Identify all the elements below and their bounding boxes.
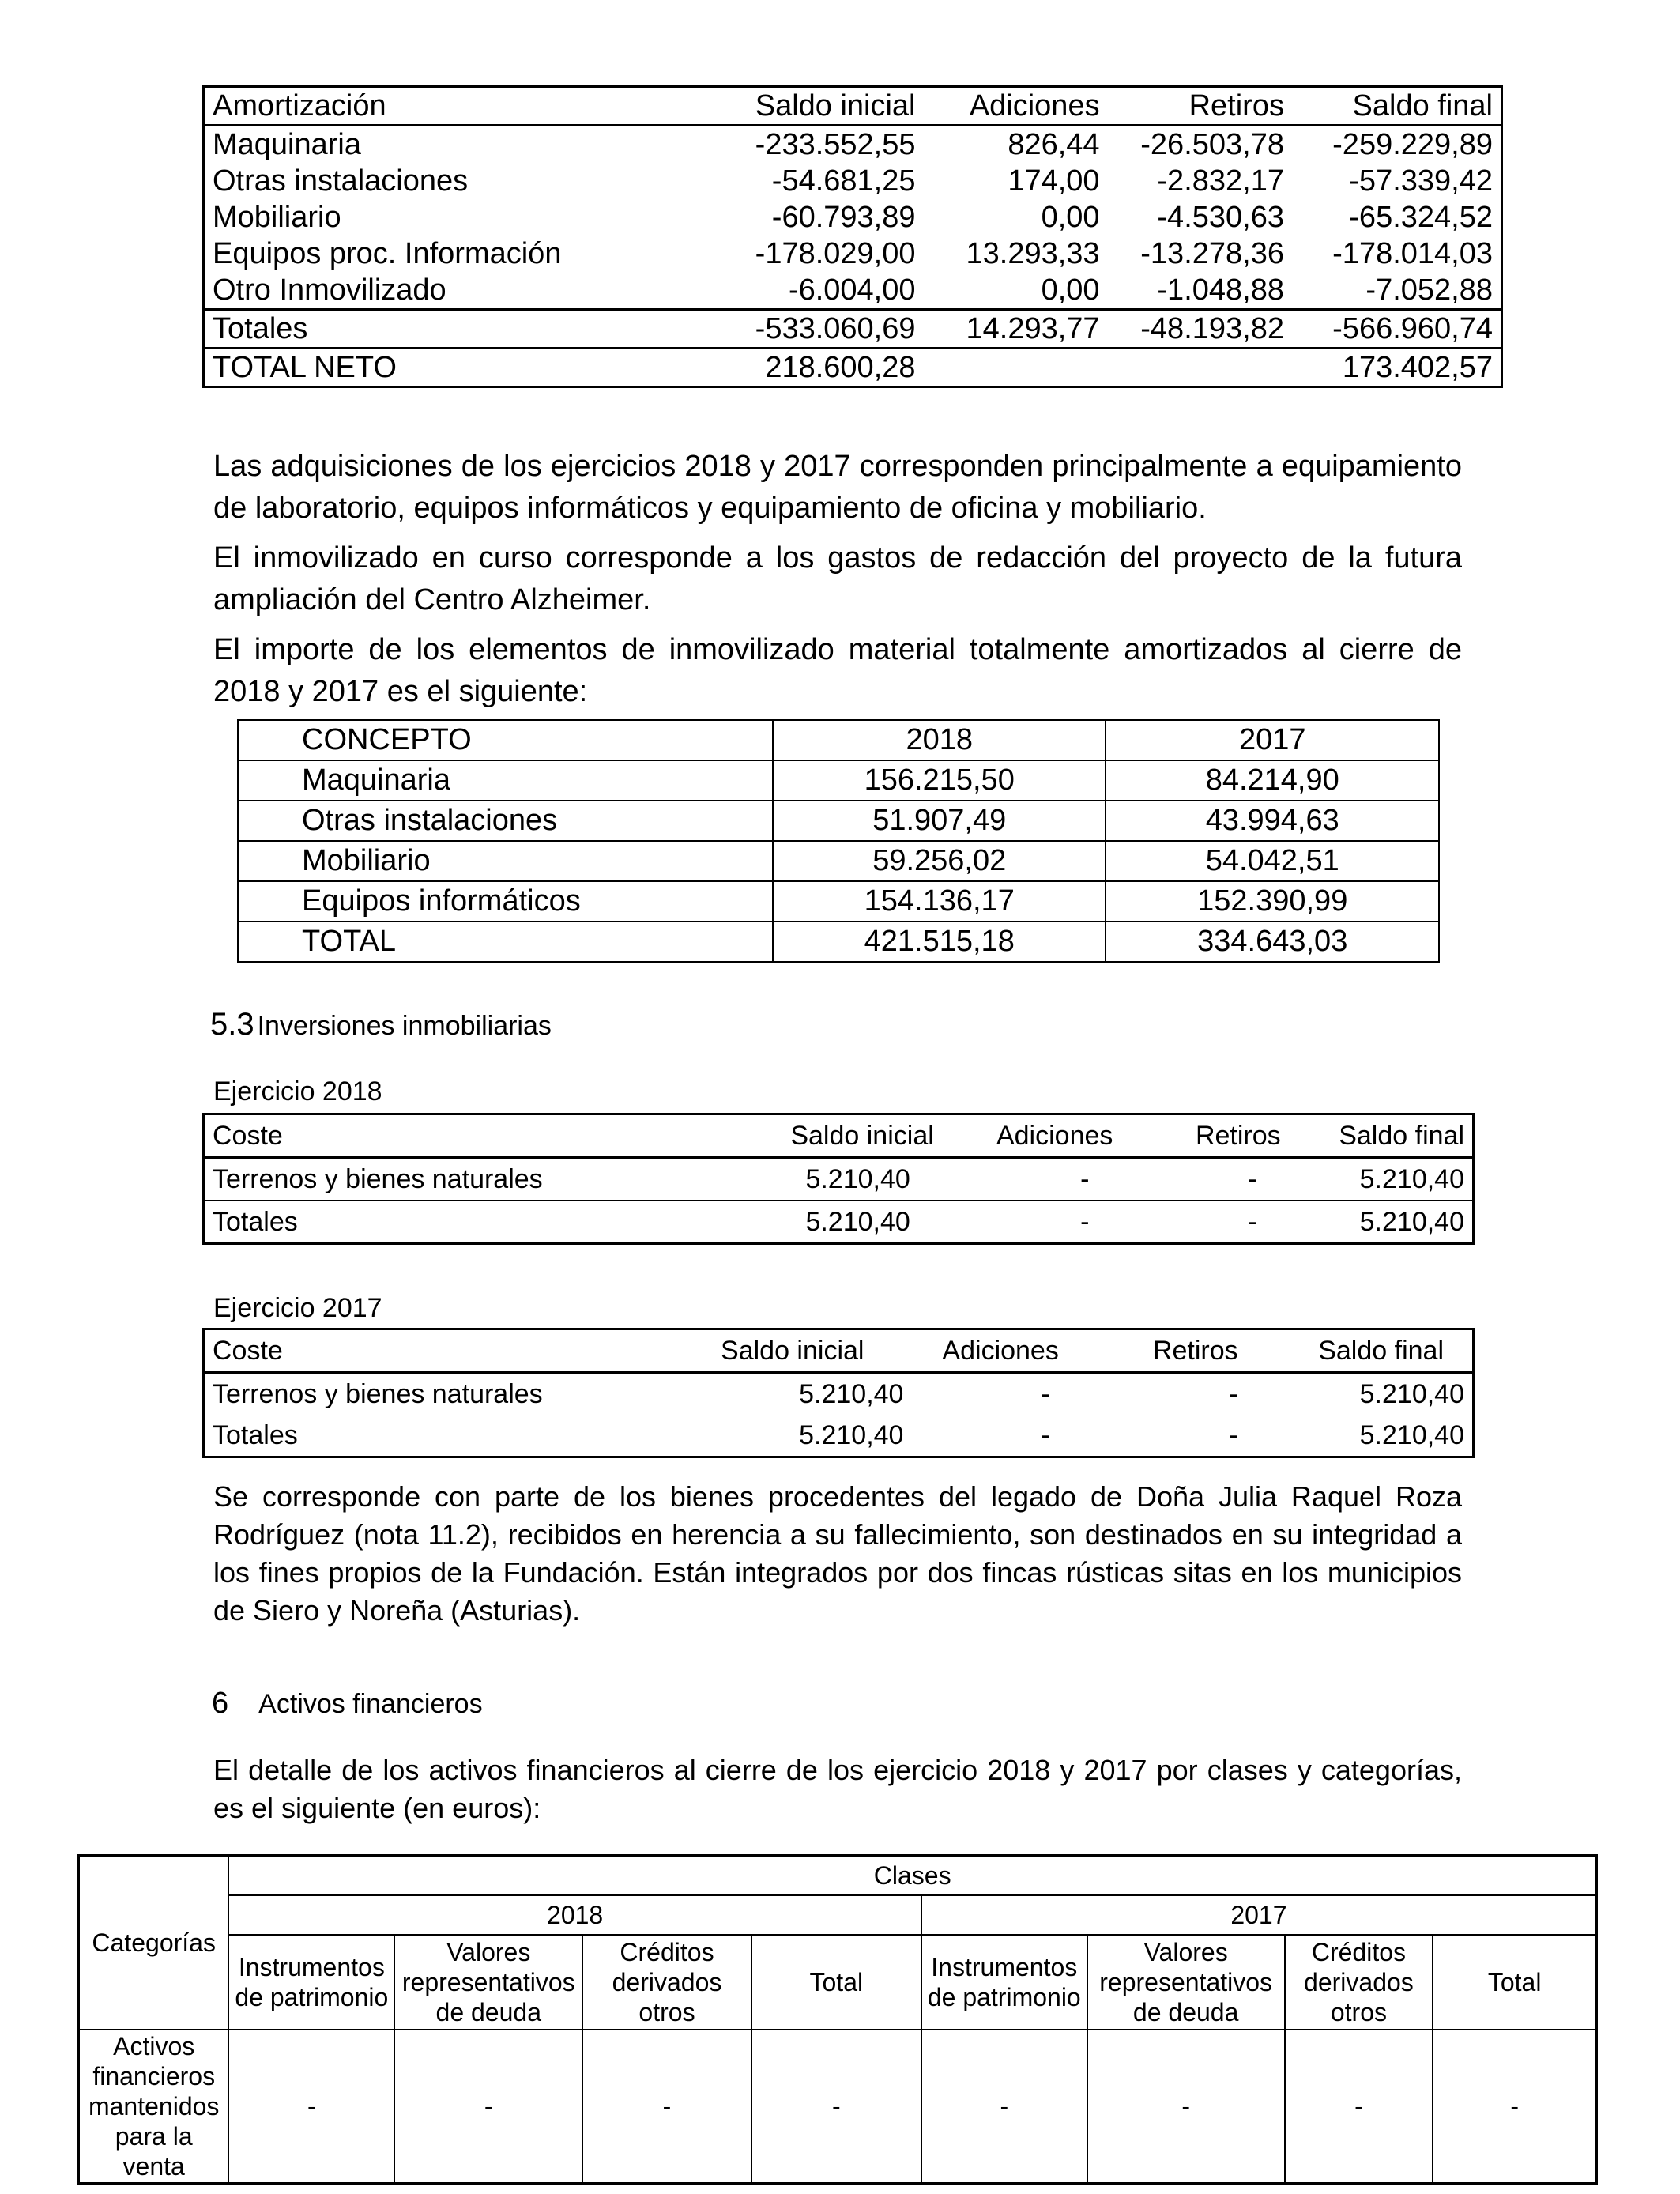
cell: 14.293,77: [924, 310, 1108, 349]
inversiones-2017-table: [202, 1328, 1475, 1458]
cell: -26.503,78: [1140, 128, 1284, 161]
total-neto-row: [204, 349, 1502, 387]
paragraph-legado: Se corresponde con parte de los bienes procedentes del legado de Doña Julia Raquel Roza Rodríguez (nota 11.2), recibidos en herencia a su fallecimiento, son destinados en su integridad a los fines propios de la Fundación. Están integrados por dos fincas rústicas sitas en los municipios de Siero y Noreña (Asturias).: [213, 1480, 1462, 1627]
cell: 5.210,40: [799, 1379, 904, 1409]
header-cell: Amortización: [204, 87, 628, 126]
header-cell: Total: [1433, 1935, 1596, 2030]
paragraph-importe-amortizados: El importe de los elementos de inmovilizado material totalmente amortizados al cierre de 2018 y 2017 es el siguiente:: [213, 633, 1462, 708]
table-row: [204, 1158, 1474, 1201]
cell: -60.793,89: [771, 201, 916, 234]
cell: 84.214,90: [1106, 760, 1439, 801]
ejercicio-2018-label: Ejercicio 2018: [213, 1076, 382, 1106]
cell: -: [228, 2030, 394, 2184]
header-cell: Adiciones: [924, 87, 1108, 126]
header-cell: Valores representativos de deuda: [1087, 1935, 1285, 2030]
header-cell: Retiros: [1098, 1329, 1270, 1373]
header-cell: Adiciones: [942, 1114, 1121, 1158]
paragraph-inmovilizado-curso: El inmovilizado en curso corresponde a los gastos de redacción del proyecto de la futura ampliación del Centro Alzheimer.: [213, 541, 1462, 616]
cell: -: [1041, 1379, 1050, 1409]
cell: 51.907,49: [773, 801, 1106, 841]
section-title: Inversiones inmobiliarias: [257, 1011, 552, 1041]
header-cell: Retiros: [1108, 87, 1292, 126]
cell: 5.210,40: [1289, 1158, 1474, 1201]
cell: 218.600,28: [765, 351, 916, 384]
cell: 174,00: [1008, 164, 1100, 198]
section-number: 5.3: [210, 1007, 254, 1042]
header-cell: Adiciones: [903, 1329, 1097, 1373]
cell: -: [1229, 1420, 1238, 1450]
table-header-row: [204, 1114, 1474, 1158]
totals-row: [204, 1415, 1474, 1457]
row-label: Otro Inmovilizado: [213, 273, 446, 307]
header-cell: Saldo inicial: [612, 1114, 942, 1158]
section-title: Activos financieros: [258, 1689, 483, 1719]
header-cell: Saldo final: [1270, 1329, 1474, 1373]
cell: -: [1433, 2030, 1596, 2184]
row-label: Mobiliario: [213, 201, 341, 234]
row-label: Totales: [213, 1420, 298, 1450]
cell: -: [394, 2030, 582, 2184]
row-label: Otras instalaciones: [238, 801, 773, 841]
row-label: Equipos proc. Información: [213, 237, 562, 270]
header-cell: Saldo final: [1292, 87, 1502, 126]
cell: 5.210,40: [1359, 1379, 1464, 1409]
paragraph-detalle-activos: El detalle de los activos financieros al cierre de los ejercicio 2018 y 2017 por clases y categorías, es el siguiente (en euros):: [213, 1754, 1462, 1824]
table-row: [238, 801, 1439, 841]
cell: -: [1121, 1158, 1288, 1201]
cell: 154.136,17: [773, 881, 1106, 922]
cell: 5.210,40: [1359, 1207, 1464, 1237]
cell: [1108, 349, 1292, 387]
table-header-row: [79, 1935, 1597, 2030]
header-cell: Saldo final: [1289, 1114, 1474, 1158]
cell: -: [1248, 1207, 1257, 1237]
paragraph-adquisiciones: Las adquisiciones de los ejercicios 2018 y 2017 corresponden principalmente a equipamiento de laboratorio, equipos informáticos y equipamiento de oficina y mobiliario.: [213, 450, 1462, 525]
table-row: [238, 922, 1439, 962]
cell: 421.515,18: [773, 922, 1106, 962]
cell: 152.390,99: [1106, 881, 1439, 922]
header-cell: Coste: [204, 1114, 612, 1158]
header-cell: Instrumentos de patrimonio: [228, 1935, 394, 2030]
row-label: Mobiliario: [238, 841, 773, 881]
cell: 0,00: [1041, 201, 1100, 234]
header-cell: Retiros: [1121, 1114, 1288, 1158]
totals-row: [204, 1201, 1474, 1244]
row-label: Maquinaria: [238, 760, 773, 801]
clases-header: Clases: [228, 1856, 1596, 1896]
row-label: Totales: [204, 310, 628, 349]
cell: -: [1229, 1379, 1238, 1409]
cell: -: [1041, 1420, 1050, 1450]
table-header-row: [79, 1895, 1597, 1935]
table-row: [204, 199, 1502, 236]
cell: -: [1087, 2030, 1285, 2184]
header-cell: Saldo inicial: [607, 1329, 904, 1373]
cell: -13.278,36: [1140, 237, 1284, 270]
cell: -48.193,82: [1108, 310, 1292, 349]
cell: 54.042,51: [1106, 841, 1439, 881]
row-label: Otras instalaciones: [213, 164, 469, 198]
cell: -54.681,25: [771, 164, 916, 198]
cell: 43.994,63: [1106, 801, 1439, 841]
cell: -1.048,88: [1157, 273, 1284, 307]
cell: -178.029,00: [755, 237, 916, 270]
cell: -533.060,69: [628, 310, 924, 349]
header-cell: Valores representativos de deuda: [394, 1935, 582, 2030]
row-label: Terrenos y bienes naturales: [213, 1379, 543, 1409]
cell: -: [942, 1158, 1121, 1201]
cell: -4.530,63: [1157, 201, 1284, 234]
cell: 156.215,50: [773, 760, 1106, 801]
header-cell: 2018: [773, 720, 1106, 760]
table-row: [204, 272, 1502, 310]
cell: -233.552,55: [755, 128, 916, 161]
ejercicio-2017-label: Ejercicio 2017: [213, 1293, 382, 1323]
table-row: [79, 2030, 1597, 2184]
year-header: 2017: [921, 1895, 1597, 1935]
activos-financieros-table: [77, 1854, 1598, 2185]
cell: -: [1080, 1207, 1090, 1237]
row-label: Maquinaria: [213, 128, 361, 161]
header-cell: Instrumentos de patrimonio: [921, 1935, 1087, 2030]
cell: -: [921, 2030, 1087, 2184]
header-cell: Saldo inicial: [628, 87, 924, 126]
year-header: 2018: [228, 1895, 921, 1935]
row-label: Totales: [213, 1207, 298, 1237]
cell: 5.210,40: [805, 1207, 910, 1237]
cell: 173.402,57: [1342, 351, 1493, 384]
cell: 5.210,40: [612, 1158, 942, 1201]
section-heading-6: [212, 1687, 483, 1721]
cell: 0,00: [1041, 273, 1100, 307]
cell: 13.293,33: [966, 237, 1100, 270]
row-label: TOTAL: [238, 922, 773, 962]
table-row: [204, 236, 1502, 272]
cell: -: [582, 2030, 751, 2184]
cell: 334.643,03: [1106, 922, 1439, 962]
table-header-row: [204, 87, 1502, 126]
table-header-row: [238, 720, 1439, 760]
amortizados-table: [237, 719, 1440, 963]
cell: -566.960,74: [1292, 310, 1502, 349]
row-label: Activos financieros mantenidos para la venta: [79, 2030, 229, 2184]
cell: 5.210,40: [1359, 1420, 1464, 1450]
table-row: [204, 1373, 1474, 1416]
header-cell: Coste: [204, 1329, 607, 1373]
header-cell: Créditos derivados otros: [582, 1935, 751, 2030]
cell: -259.229,89: [1332, 128, 1493, 161]
table-row: [238, 841, 1439, 881]
section-number: 6: [212, 1687, 229, 1720]
section-heading-5-3: [210, 1007, 552, 1042]
row-label: Terrenos y bienes naturales: [204, 1158, 612, 1201]
cell: -: [1285, 2030, 1433, 2184]
cell: -7.052,88: [1365, 273, 1493, 307]
header-cell: Créditos derivados otros: [1285, 1935, 1433, 2030]
cell: -: [751, 2030, 921, 2184]
row-label: Equipos informáticos: [238, 881, 773, 922]
header-cell: CONCEPTO: [238, 720, 773, 760]
cell: 826,44: [1008, 128, 1100, 161]
cell: -2.832,17: [1157, 164, 1284, 198]
table-row: [204, 126, 1502, 164]
header-cell: Total: [751, 1935, 921, 2030]
cell: 5.210,40: [799, 1420, 904, 1450]
table-row: [238, 881, 1439, 922]
table-row: [204, 163, 1502, 199]
categorias-header: Categorías: [79, 1856, 229, 2030]
table-row: [238, 760, 1439, 801]
inversiones-2018-table: [202, 1113, 1475, 1245]
totals-row: [204, 310, 1502, 349]
header-cell: 2017: [1106, 720, 1439, 760]
cell: [924, 349, 1108, 387]
table-header-row: [204, 1329, 1474, 1373]
cell: 59.256,02: [773, 841, 1106, 881]
cell: -57.339,42: [1349, 164, 1493, 198]
cell: -6.004,00: [788, 273, 916, 307]
row-label: TOTAL NETO: [213, 351, 397, 384]
table-header-row: [79, 1856, 1597, 1896]
cell: -178.014,03: [1332, 237, 1493, 270]
cell: -65.324,52: [1349, 201, 1493, 234]
amortizacion-table: [202, 85, 1503, 388]
